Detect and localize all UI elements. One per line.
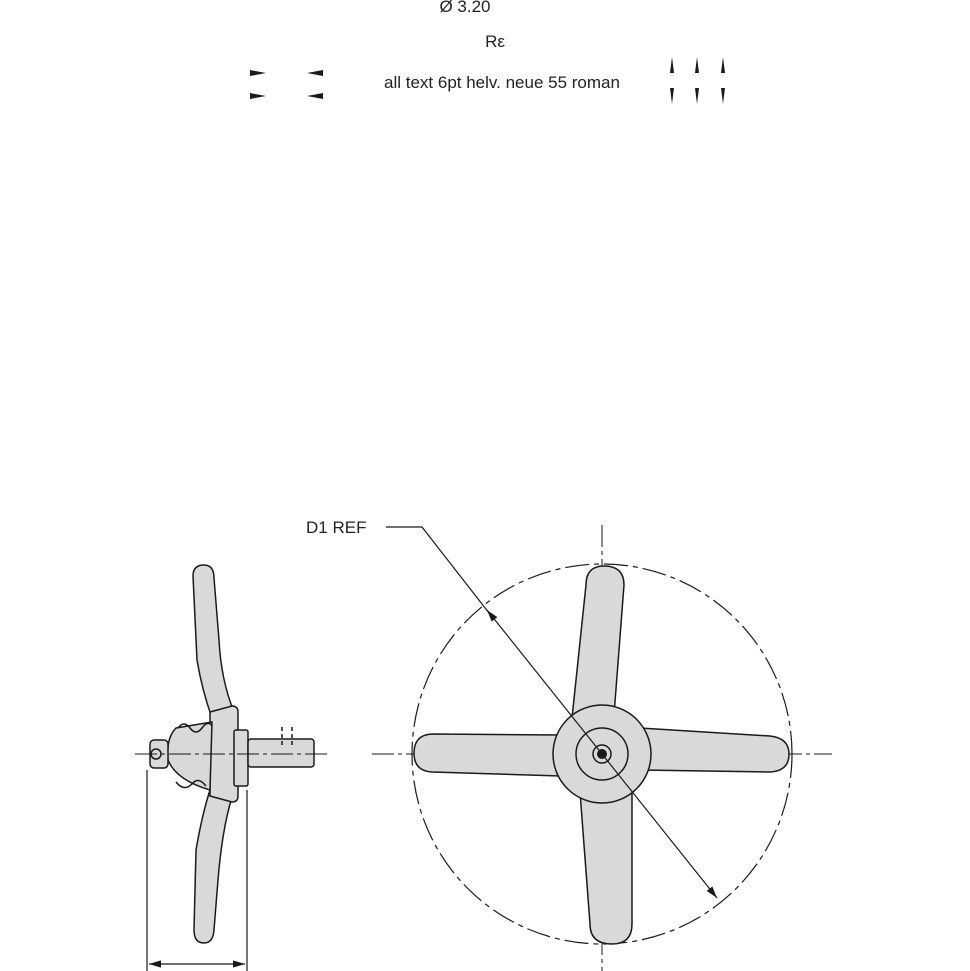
arrowhead-up-3: [721, 57, 725, 73]
arrowhead-down-2: [695, 88, 699, 104]
front-dimension-label: D1 REF: [306, 518, 367, 537]
diameter-label: Ø 3.20: [439, 0, 491, 16]
side-shaft: [248, 739, 314, 767]
arrowhead-right-2: [250, 93, 266, 99]
arrowhead-left-1: [307, 70, 323, 76]
vertical-arrowhead-samples: [670, 57, 725, 104]
arrowhead-down-3: [721, 88, 725, 104]
radius-label: Rε: [485, 32, 505, 51]
arrowhead-up-1: [670, 57, 674, 73]
side-upper-blade: [193, 565, 234, 718]
front-blade-left: [414, 734, 560, 776]
front-blade-right: [640, 728, 789, 772]
front-view: [306, 518, 832, 971]
arrowhead-down-1: [670, 88, 674, 104]
side-lower-blade: [194, 790, 232, 943]
front-dimension-leader: [386, 527, 489, 613]
header-legend: [250, 0, 725, 104]
font-note-label: all text 6pt helv. neue 55 roman: [384, 73, 620, 92]
front-blade-top: [572, 566, 624, 718]
arrowhead-up-2: [695, 57, 699, 73]
side-nose-cone: [168, 722, 212, 790]
arrowhead-left-2: [307, 93, 323, 99]
arrowhead-right-1: [250, 70, 266, 76]
horizontal-arrowhead-samples: [250, 70, 323, 99]
side-flange: [234, 730, 248, 786]
front-blade-bottom: [580, 792, 632, 944]
